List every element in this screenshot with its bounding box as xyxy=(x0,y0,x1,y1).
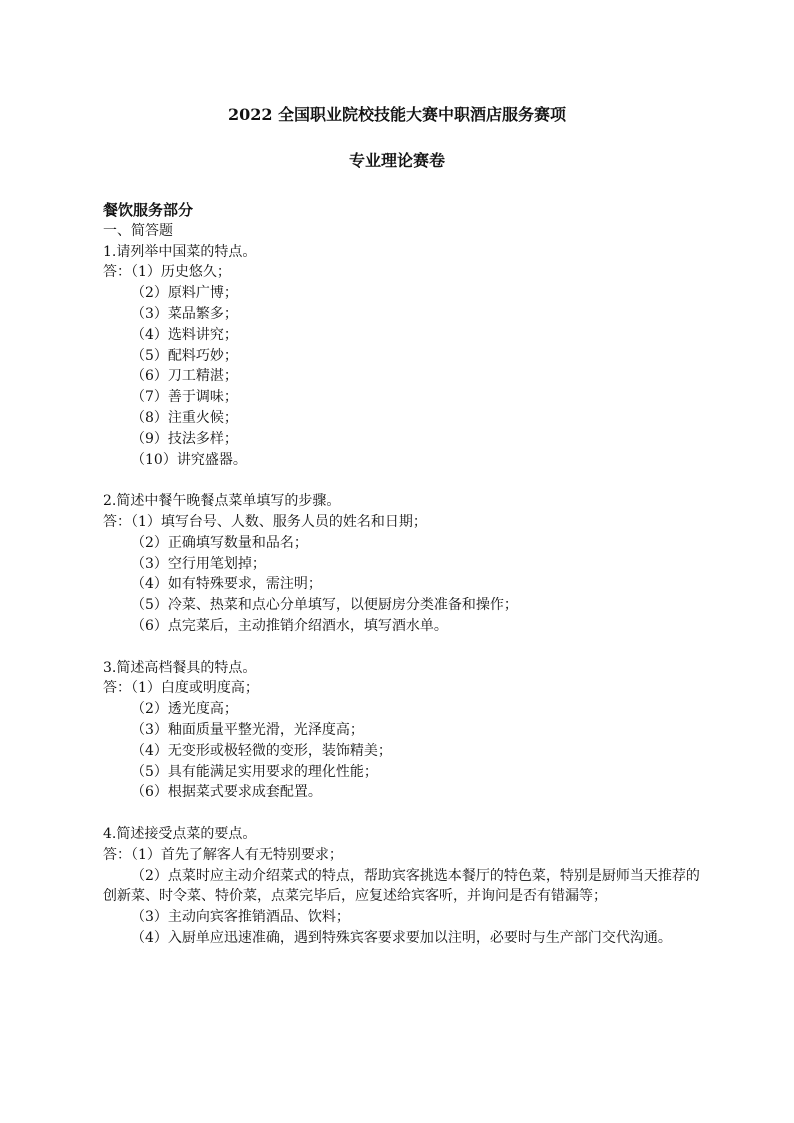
answer-line xyxy=(103,678,703,699)
answer-prefix: 答： xyxy=(103,264,131,281)
answer-item: （4）入厨单应迅速准确，遇到特殊宾客要求要加以注明，必要时与生产部门交代沟通。 xyxy=(131,929,672,946)
section-heading: 餐饮服务部分 xyxy=(103,201,194,219)
answer-item: （8）注重火候； xyxy=(131,409,238,426)
answer-item: （1）白度或明度高； xyxy=(131,680,259,697)
answer-item: （9）技法多样； xyxy=(131,430,238,447)
answer-item: （5）具有能满足实用要求的理化性能； xyxy=(131,763,378,780)
answer-item: （5）配料巧妙； xyxy=(131,347,238,364)
answer-prefix: 答： xyxy=(103,680,131,697)
blank-line xyxy=(103,637,703,658)
answer-item: （6）刀工精湛； xyxy=(131,368,238,385)
answer-item: （6）根据菜式要求成套配置。 xyxy=(131,784,322,801)
answer-line xyxy=(103,512,703,533)
answer-prefix: 答： xyxy=(103,846,131,863)
answer-item: （2）透光度高； xyxy=(131,701,238,718)
answer-item: （2）原料广博； xyxy=(131,285,238,302)
answer-item: （1）历史悠久； xyxy=(131,264,231,281)
document-subtitle: 专业理论赛卷 xyxy=(348,151,445,170)
blank-line xyxy=(103,470,703,491)
answer-item: （4）选料讲究； xyxy=(131,326,238,343)
question-2: 2.简述中餐午晚餐点菜单填写的步骤。 xyxy=(103,493,341,510)
document-body xyxy=(103,200,703,949)
answer-item: （10）讲究盛器。 xyxy=(131,451,247,468)
answer-item: （3）菜品繁多； xyxy=(131,305,238,322)
answer-line xyxy=(103,262,703,283)
answer-item: （2）正确填写数量和品名； xyxy=(131,534,308,551)
answer-item: （4）如有特殊要求，需注明； xyxy=(131,576,322,593)
answer-item: （3）空行用笔划掉； xyxy=(131,555,266,572)
question-1: 1.请列举中国菜的特点。 xyxy=(103,243,257,260)
answer-item: （7）善于调味； xyxy=(131,389,238,406)
answer-item: （3）釉面质量平整光滑，光泽度高； xyxy=(131,721,364,738)
part-heading: 一、简答题 xyxy=(103,222,173,239)
document-title: 2022 全国职业院校技能大赛中职酒店服务赛项 xyxy=(227,105,567,124)
blank-line xyxy=(103,803,703,824)
answer-item: （3）主动向宾客推销酒品、饮料； xyxy=(131,909,350,926)
answer-item: （2）点菜时应主动介绍菜式的特点，帮助宾客挑选本餐厅的特色菜，特别是厨师当天推荐的创新菜、时令菜、特价菜，点菜完毕后，应复述给宾客听，并询问是否有错漏等； xyxy=(103,867,700,905)
answer-item: （1）首先了解客人有无特别要求； xyxy=(131,846,343,863)
answer-prefix: 答： xyxy=(103,513,131,530)
answer-item: （1）填写台号、人数、服务人员的姓名和日期； xyxy=(131,513,427,530)
answer-line xyxy=(103,845,703,866)
answer-item: （6）点完菜后，主动推销介绍酒水，填写酒水单。 xyxy=(131,617,448,634)
question-3: 3.简述高档餐具的特点。 xyxy=(103,659,257,676)
answer-item: （4）无变形或极轻微的变形，装饰精美； xyxy=(131,742,392,759)
question-4: 4.简述接受点菜的要点。 xyxy=(103,825,257,842)
answer-item: （5）冷菜、热菜和点心分单填写，以便厨房分类准备和操作； xyxy=(131,597,518,614)
